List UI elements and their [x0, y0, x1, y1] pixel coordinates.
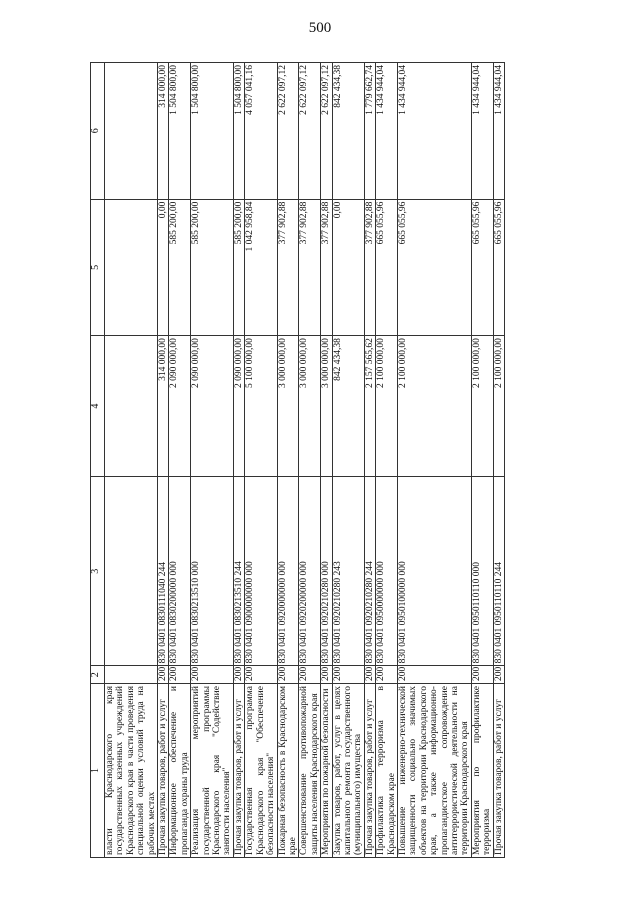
table-row	[277, 63, 299, 858]
row-name-cell: власти Краснодарского края государственных казенных учреждений Краснодарского края в части проведения специальной оценки условий труда на рабочих местах	[105, 684, 158, 858]
row-value-col5-cell: 377 902,88	[321, 199, 332, 336]
row-value-col4-cell: 2 157 565,62	[364, 336, 375, 477]
table-row	[158, 63, 169, 858]
row-value-col4-cell: 2 090 000,00	[169, 336, 191, 477]
row-kbk-cell: 830 0401 0900000000 000	[245, 477, 277, 666]
table-row	[191, 63, 234, 858]
row-value-col4-cell: 2 100 000,00	[493, 336, 504, 477]
table-body	[105, 63, 505, 858]
row-name-cell: Пожарная безопасность в Краснодарском крае	[277, 684, 299, 858]
row-value-col6-cell: 1 434 944,04	[493, 63, 504, 200]
row-value-col6-cell: 2 622 097,12	[299, 63, 321, 200]
row-value-col6-cell	[105, 63, 158, 200]
row-value-col6-cell: 1 779 662,74	[364, 63, 375, 200]
table-row	[376, 63, 398, 858]
row-value-col4-cell: 5 100 000,00	[245, 336, 277, 477]
row-code-cell: 200	[233, 666, 244, 684]
row-kbk-cell: 830 0401 0920210280 000	[321, 477, 332, 666]
row-code-cell: 200	[332, 666, 364, 684]
row-kbk-cell: 830 0401 0830213510 000	[191, 477, 234, 666]
row-code-cell: 200	[471, 666, 493, 684]
row-value-col4-cell: 3 000 000,00	[299, 336, 321, 477]
header-row	[91, 63, 105, 858]
header-col-3: 3	[91, 477, 105, 666]
row-name-cell: Мероприятия по пожарной безопасности	[321, 684, 332, 858]
row-value-col4-cell: 3 000 000,00	[277, 336, 299, 477]
row-name-cell: Государственная программа Краснодарского края "Обеспечение безопасности населения"	[245, 684, 277, 858]
row-kbk-cell: 830 0401 0950100000 000	[397, 477, 471, 666]
header-col-4: 4	[91, 336, 105, 477]
header-col-6: 6	[91, 63, 105, 200]
table-row	[105, 63, 158, 858]
row-code-cell: 200	[397, 666, 471, 684]
row-value-col6-cell: 1 434 944,04	[397, 63, 471, 200]
row-code-cell: 200	[376, 666, 398, 684]
row-name-cell: Прочая закупка товаров, работ и услуг	[364, 684, 375, 858]
row-kbk-cell: 830 0401 0950110110 244	[493, 477, 504, 666]
table-row	[364, 63, 375, 858]
row-value-col6-cell: 314 000,00	[158, 63, 169, 200]
row-name-cell: Реализация мероприятий государственной программы Краснодарского края "Содействие занятости населения"	[191, 684, 234, 858]
row-name-cell: Прочая закупка товаров, работ и услуг	[158, 684, 169, 858]
row-code-cell: 200	[277, 666, 299, 684]
row-kbk-cell	[105, 477, 158, 666]
row-kbk-cell: 830 0401 0920000000 000	[277, 477, 299, 666]
row-value-col4-cell: 314 000,00	[158, 336, 169, 477]
row-value-col4-cell: 3 000 000,00	[321, 336, 332, 477]
row-name-cell: Повышение инженерно-технической защищенности социально значимых объектов на территории Краснодарского края, а также информационно-пропагандистское сопровождение антитеррористической деятельности на территории Краснодарского края	[397, 684, 471, 858]
row-value-col5-cell: 0,00	[158, 199, 169, 336]
row-value-col6-cell: 1 434 944,04	[376, 63, 398, 200]
table-row	[245, 63, 277, 858]
table-row	[233, 63, 244, 858]
row-name-cell: Прочая закупка товаров, работ и услуг	[493, 684, 504, 858]
row-kbk-cell: 830 0401 0830200000 000	[169, 477, 191, 666]
header-col-2: 2	[91, 666, 105, 684]
table-row	[332, 63, 364, 858]
row-value-col4-cell: 2 100 000,00	[376, 336, 398, 477]
row-name-cell: Закупка товаров, работ, услуг в целях капитального ремонта государственного (муниципального) имущества	[332, 684, 364, 858]
row-code-cell	[105, 666, 158, 684]
table-row	[493, 63, 504, 858]
row-name-cell: Мероприятия по профилактике терроризма	[471, 684, 493, 858]
row-kbk-cell: 830 0401 0920210280 243	[332, 477, 364, 666]
row-value-col5-cell: 585 200,00	[191, 199, 234, 336]
row-kbk-cell: 830 0401 0830213510 244	[233, 477, 244, 666]
row-code-cell: 200	[191, 666, 234, 684]
row-kbk-cell: 830 0401 0920210280 244	[364, 477, 375, 666]
row-value-col4-cell	[105, 336, 158, 477]
row-value-col6-cell: 1 504 800,00	[233, 63, 244, 200]
row-value-col4-cell: 2 090 000,00	[191, 336, 234, 477]
row-value-col4-cell: 842 434,38	[332, 336, 364, 477]
row-value-col6-cell: 2 622 097,12	[277, 63, 299, 200]
table-header	[91, 63, 105, 858]
table-container	[90, 62, 610, 858]
row-value-col5-cell: 377 902,88	[299, 199, 321, 336]
row-code-cell: 200	[169, 666, 191, 684]
row-code-cell: 200	[299, 666, 321, 684]
row-value-col6-cell: 842 434,38	[332, 63, 364, 200]
row-value-col5-cell: 377 902,88	[364, 199, 375, 336]
row-name-cell: Совершенствование противопожарной защиты населения Краснодарского края	[299, 684, 321, 858]
row-name-cell: Прочая закупка товаров, работ и услуг	[233, 684, 244, 858]
row-value-col5-cell: 665 055,96	[493, 199, 504, 336]
row-value-col5-cell: 585 200,00	[169, 199, 191, 336]
row-value-col5-cell: 1 042 958,84	[245, 199, 277, 336]
row-code-cell: 200	[158, 666, 169, 684]
row-value-col6-cell: 1 504 800,00	[191, 63, 234, 200]
row-value-col6-cell: 2 622 097,12	[321, 63, 332, 200]
row-value-col4-cell: 2 100 000,00	[471, 336, 493, 477]
row-code-cell: 200	[493, 666, 504, 684]
row-value-col5-cell: 0,00	[332, 199, 364, 336]
header-col-5: 5	[91, 199, 105, 336]
table-row	[321, 63, 332, 858]
row-kbk-cell: 830 0401 0920200000 000	[299, 477, 321, 666]
row-name-cell: Профилактика терроризма в Краснодарском крае	[376, 684, 398, 858]
row-code-cell: 200	[364, 666, 375, 684]
row-code-cell: 200	[245, 666, 277, 684]
row-value-col6-cell: 1 434 944,04	[471, 63, 493, 200]
row-value-col5-cell	[105, 199, 158, 336]
budget-table	[90, 62, 505, 858]
row-value-col5-cell: 585 200,00	[233, 199, 244, 336]
row-value-col6-cell: 4 057 041,16	[245, 63, 277, 200]
row-value-col6-cell: 1 504 800,00	[169, 63, 191, 200]
row-value-col4-cell: 2 100 000,00	[397, 336, 471, 477]
table-row	[397, 63, 471, 858]
row-value-col5-cell: 665 055,96	[471, 199, 493, 336]
row-kbk-cell: 830 0401 0950000000 000	[376, 477, 398, 666]
table-row	[299, 63, 321, 858]
row-kbk-cell: 830 0401 0950110110 000	[471, 477, 493, 666]
row-value-col5-cell: 377 902,88	[277, 199, 299, 336]
row-code-cell: 200	[321, 666, 332, 684]
page-number: 500	[308, 20, 332, 36]
rotated-table-frame	[90, 62, 610, 858]
table-row	[169, 63, 191, 858]
row-value-col4-cell: 2 090 000,00	[233, 336, 244, 477]
row-value-col5-cell: 665 055,96	[376, 199, 398, 336]
table-row	[471, 63, 493, 858]
row-kbk-cell: 830 0401 0830111040 244	[158, 477, 169, 666]
header-col-1: 1	[91, 684, 105, 858]
row-value-col5-cell: 665 055,96	[397, 199, 471, 336]
row-name-cell: Информационное обеспечение и пропаганда охраны труда	[169, 684, 191, 858]
